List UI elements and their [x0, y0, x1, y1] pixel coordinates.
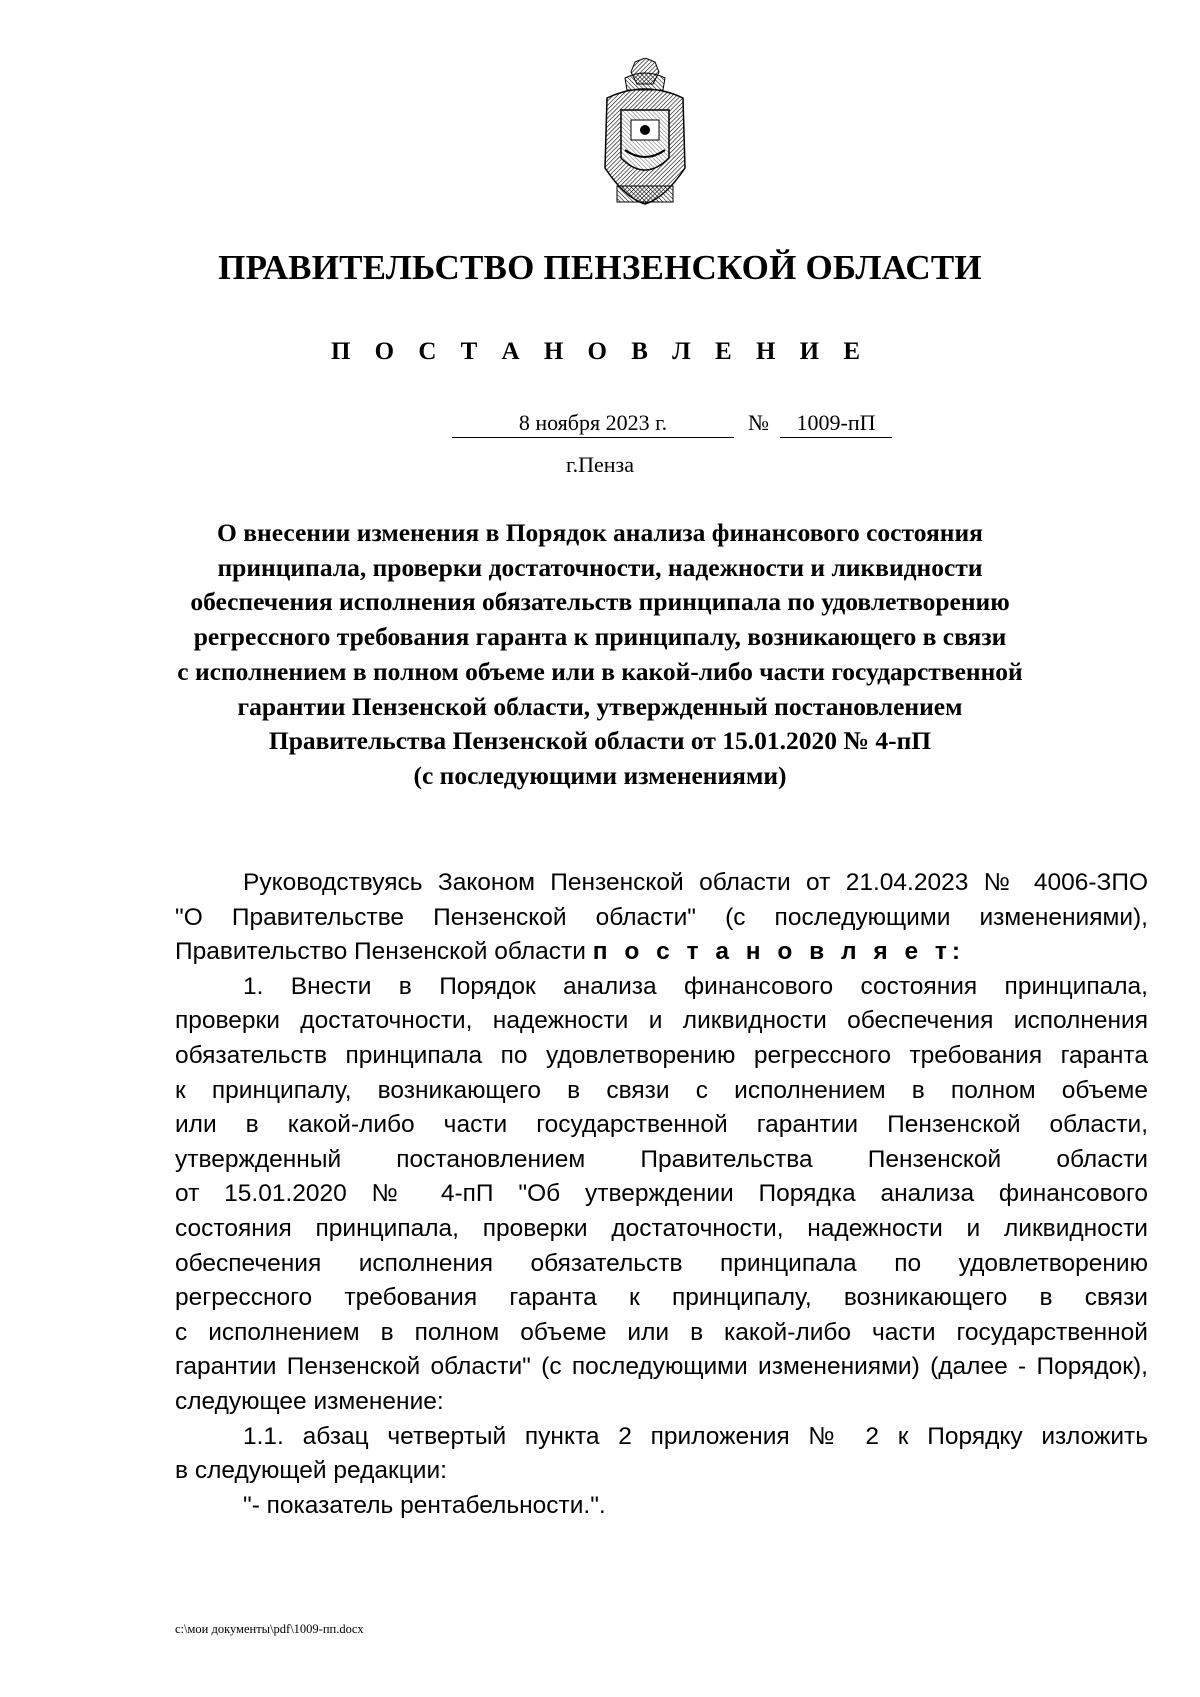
body-line: регрессного требования гаранта к принципалу, возникающего в связи	[175, 1284, 1148, 1312]
body-line: 1. Внести в Порядок анализа финансового состояния принципала,	[243, 972, 1148, 1000]
decree-subject	[160, 516, 1040, 794]
body-line: проверки достаточности, надежности и ликвидности обеспечения исполнения	[175, 1007, 1148, 1035]
subject-line: принципала, проверки достаточности, надежности и ликвидности	[217, 552, 983, 582]
subject-line: (с последующими изменениями)	[413, 760, 787, 790]
body-line: Руководствуясь Законом Пензенской области от 21.04.2023 № 4006-ЗПО	[243, 869, 1148, 896]
resolves-word: п о с т а н о в л я е т:	[592, 938, 966, 966]
body-line: от 15.01.2020 № 4-пП "Об утверждении Порядка анализа финансового	[175, 1180, 1148, 1208]
subject-line: с исполнением в полном объеме или в какой-либо части государственной	[177, 656, 1023, 686]
quoted-text: "- показатель рентабельности.".	[243, 1491, 606, 1519]
intro-prefix: Правительство Пензенской области	[175, 938, 593, 966]
coat-of-arms-emblem	[595, 58, 695, 208]
body-line: 1.1. абзац четвертый пункта 2 приложения № 2 к Порядку изложить	[243, 1422, 1148, 1450]
body-line: в следующей редакции:	[175, 1457, 447, 1485]
body-line: гарантии Пензенской области" (с последующими изменениями) (далее - Порядок),	[175, 1353, 1148, 1381]
decree-number: 1009-пП	[780, 409, 892, 438]
file-path-footer: c:\мои документы\pdf\1009-пп.docx	[175, 1622, 364, 1636]
body-line: утвержденный постановлением Правительства Пензенской области	[175, 1145, 1148, 1173]
document-type: П О С Т А Н О В Л Е Н И Е	[330, 338, 870, 365]
body-line: состояния принципала, проверки достаточности, надежности и ликвидности	[175, 1214, 1148, 1242]
subject-line: О внесении изменения в Порядок анализа финансового состояния	[217, 518, 983, 547]
decree-body	[175, 866, 1148, 1523]
body-line: к принципалу, возникающего в связи с исполнением в полном объеме	[175, 1076, 1148, 1104]
subject-line: регрессного требования гаранта к принципалу, возникающего в связи	[193, 622, 1007, 652]
decree-date: 8 ноября 2023 г.	[452, 409, 734, 438]
body-line: "О Правительстве Пензенской области" (с последующими изменениями),	[175, 903, 1148, 931]
subject-line: гарантии Пензенской области, утвержденный постановлением	[237, 691, 963, 721]
body-line: обязательств принципала по удовлетворению регрессного требования гаранта	[175, 1041, 1148, 1069]
body-line: с исполнением в полном объеме или в какой-либо части государственной	[175, 1318, 1148, 1346]
body-line	[175, 935, 1148, 970]
government-title: ПРАВИТЕЛЬСТВО ПЕНЗЕНСКОЙ ОБЛАСТИ	[218, 248, 982, 287]
city: г.Пенза	[566, 452, 634, 477]
body-line: следующее изменение:	[175, 1387, 444, 1415]
number-sign: №	[748, 410, 769, 435]
body-line: обеспечения исполнения обязательств принципала по удовлетворению	[175, 1249, 1148, 1277]
subject-line: обеспечения исполнения обязательств принципала по удовлетворению	[190, 587, 1010, 617]
subject-line: Правительства Пензенской области от 15.01.2020 № 4-пП	[268, 726, 932, 756]
body-line: или в какой-либо части государственной гарантии Пензенской области,	[175, 1111, 1148, 1139]
